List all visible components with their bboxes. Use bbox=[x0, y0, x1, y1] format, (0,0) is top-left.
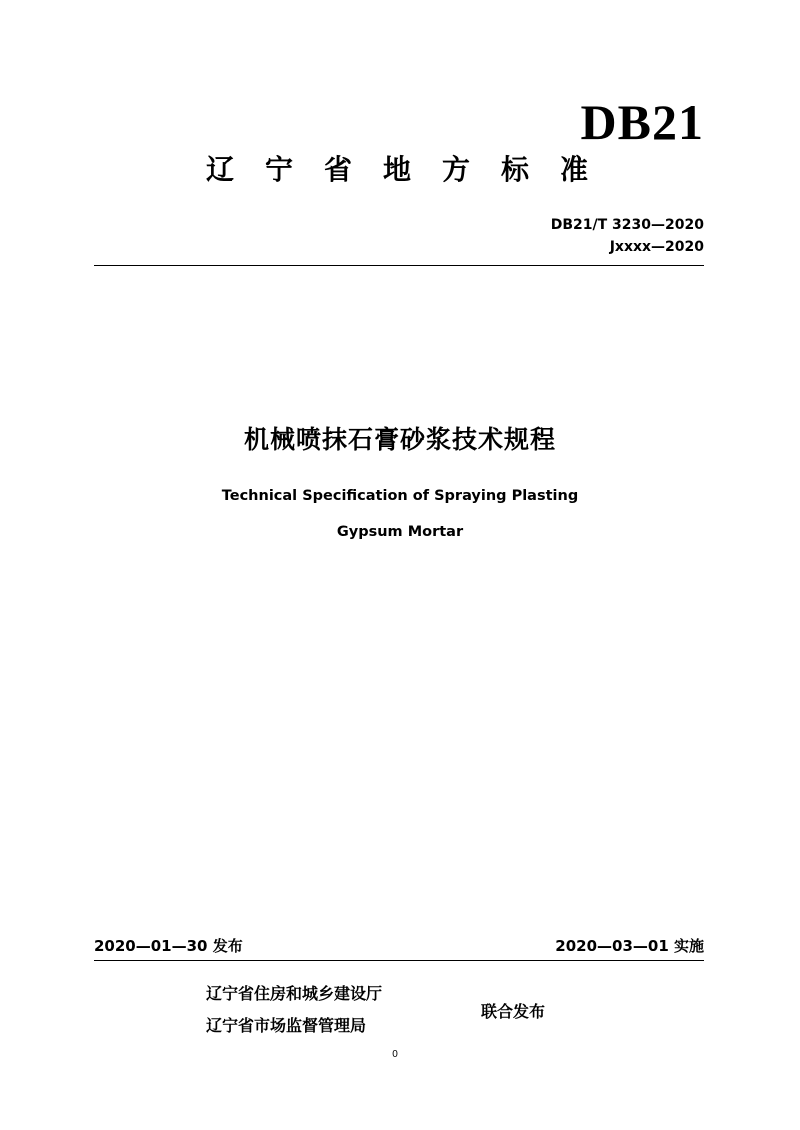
issue-date: 2020—01—30 发布 bbox=[94, 937, 243, 955]
standard-number-secondary: Jxxxx—2020 bbox=[609, 239, 704, 255]
implementation-date: 2020—03—01 实施 bbox=[555, 937, 704, 955]
document-title-english-line-2: Gypsum Mortar bbox=[336, 524, 464, 540]
standard-numbers bbox=[551, 214, 704, 258]
standard-category-title: 辽宁省地方标准 bbox=[206, 153, 620, 186]
issuing-authorities bbox=[206, 978, 382, 1042]
issuer-housing-department: 辽宁省住房和城乡建设厅 bbox=[206, 984, 383, 1003]
footer-divider bbox=[94, 960, 704, 961]
document-title-chinese: 机械喷抹石膏砂浆技术规程 bbox=[243, 425, 556, 454]
document-title-english-line-1: Technical Specification of Spraying Plasting bbox=[221, 488, 579, 504]
header-divider bbox=[94, 265, 704, 266]
document-title-english bbox=[0, 478, 800, 550]
dates-row bbox=[94, 932, 704, 960]
joint-release-label: 联合发布 bbox=[481, 1002, 546, 1021]
issuer-market-supervision: 辽宁省市场监督管理局 bbox=[206, 1016, 367, 1035]
db-code: DB21 bbox=[580, 94, 704, 150]
page-number: 0 bbox=[392, 1049, 398, 1060]
standard-number-primary: DB21/T 3230—2020 bbox=[550, 217, 704, 233]
